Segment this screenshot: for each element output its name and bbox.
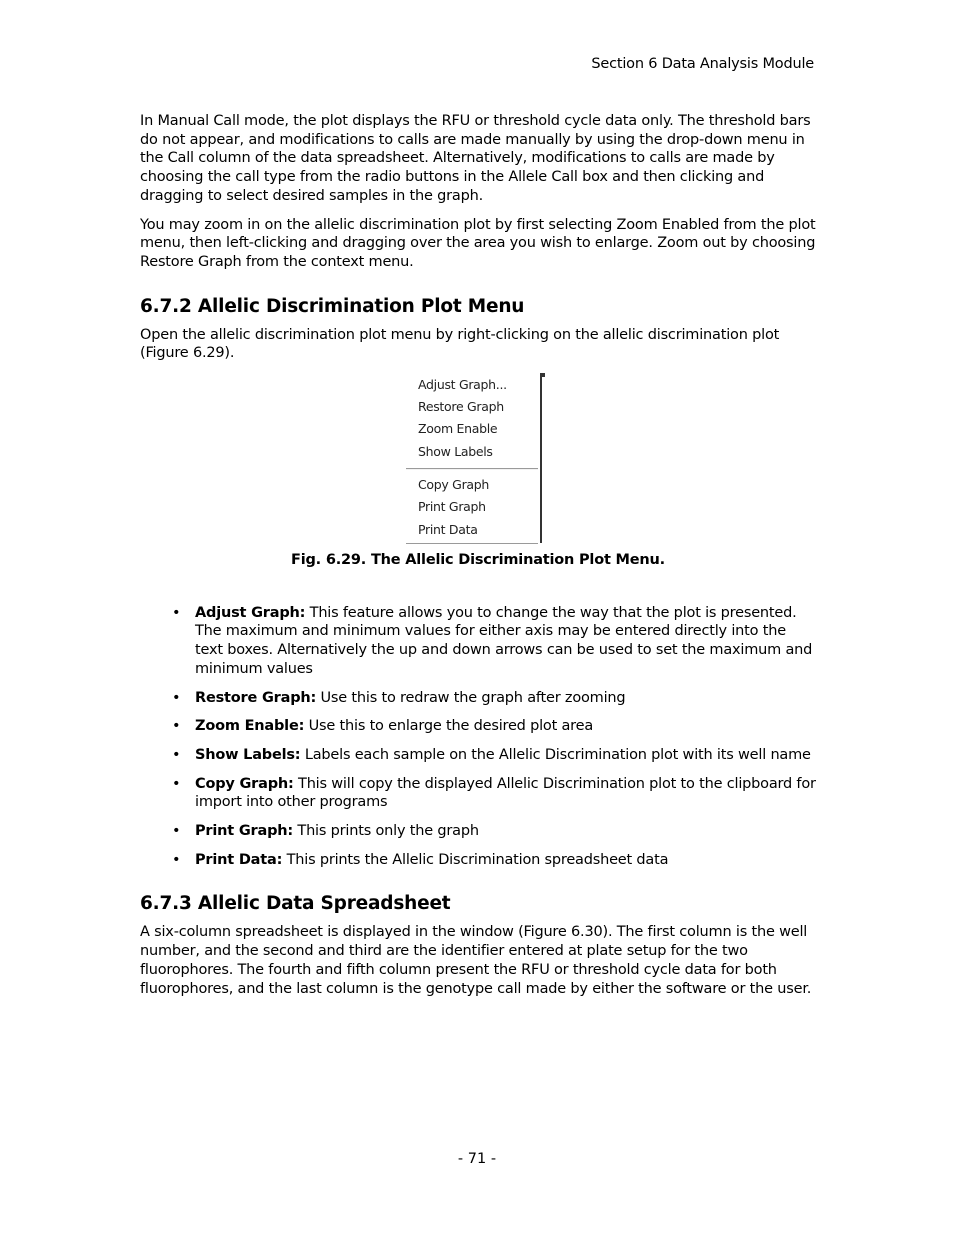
bullet-adjust-graph <box>172 604 816 679</box>
bullet-term: Print Data: <box>195 851 283 868</box>
bullet-show-labels <box>172 746 816 765</box>
menu-item-restore-graph[interactable]: Restore Graph <box>418 399 504 415</box>
section-672-body: Open the allelic discrimination plot menu by right-clicking on the allelic discrimination plot (Figure 6.29). <box>140 326 780 362</box>
bullet-term: Restore Graph: <box>195 689 317 706</box>
bullet-icon: • <box>172 604 181 621</box>
figure-6-29 <box>140 373 816 551</box>
bullet-zoom-enable <box>172 717 816 736</box>
menu-scrollbar-edge <box>540 373 542 543</box>
page-body <box>140 112 816 1008</box>
menu-edge-marker <box>540 373 545 377</box>
bullet-icon: • <box>172 851 181 868</box>
menu-item-show-labels[interactable]: Show Labels <box>418 444 493 460</box>
bullet-copy-graph <box>172 775 816 812</box>
menu-item-zoom-enable[interactable]: Zoom Enable <box>418 421 498 437</box>
page-number: - 71 - <box>457 1151 497 1167</box>
section-heading-673: 6.7.3 Allelic Data Spreadsheet <box>140 893 451 915</box>
bullet-icon: • <box>172 689 181 706</box>
bullet-term: Show Labels: <box>195 746 301 763</box>
bullet-restore-graph <box>172 689 816 708</box>
bullet-print-data <box>172 851 816 870</box>
section-heading-672: 6.7.2 Allelic Discrimination Plot Menu <box>140 295 525 317</box>
menu-item-print-data[interactable]: Print Data <box>418 522 478 538</box>
bullet-print-graph <box>172 822 816 841</box>
menu-separator <box>406 468 538 470</box>
figure-caption: Fig. 6.29. The Allelic Discrimination Plot Menu. <box>291 552 665 569</box>
menu-item-adjust-graph[interactable]: Adjust Graph... <box>418 377 507 393</box>
menu-item-print-graph[interactable]: Print Graph <box>418 499 486 515</box>
bullet-text: This will copy the displayed Allelic Discrimination plot to the clipboard for import into other programs <box>195 775 816 811</box>
menu-item-copy-graph[interactable]: Copy Graph <box>418 477 490 493</box>
bullet-term: Zoom Enable: <box>195 718 305 735</box>
context-menu <box>406 375 540 543</box>
bullet-text: This feature allows you to change the way that the plot is presented. The maximum and minimum values for either axis may be entered directly into the text boxes. Alternatively the up and down arrows can be used to set the maximum and minimum values <box>195 604 813 677</box>
bullet-text: This prints the Allelic Discrimination spreadsheet data <box>282 851 669 868</box>
bullet-text: This prints only the graph <box>293 823 479 840</box>
bullet-term: Adjust Graph: <box>195 604 306 621</box>
bullet-text: Use this to enlarge the desired plot area <box>304 718 594 735</box>
bullet-text: Use this to redraw the graph after zooming <box>316 689 626 706</box>
section-673-body: A six-column spreadsheet is displayed in the window (Figure 6.30). The first column is the well number, and the second and third are the identifier entered at plate setup for the two fluorophores. The fourth and fifth column present the RFU or threshold cycle data for both fluorophores, and the last column is the genotype call made by either the software or the user. <box>140 924 812 997</box>
menu-bottom-edge <box>406 543 538 544</box>
bullet-icon: • <box>172 718 181 735</box>
intro-paragraph-2: You may zoom in on the allelic discrimination plot by first selecting Zoom Enabled from the plot menu, then left-clicking and dragging over the area you wish to enlarge. Zoom out by choosing Restore Graph from the context menu. <box>140 216 816 270</box>
feature-bullet-list <box>140 604 816 870</box>
intro-paragraph-1: In Manual Call mode, the plot displays the RFU or threshold cycle data only. The threshold bars do not appear, and modifications to calls are made manually by using the drop-down menu in the Call column of the data spreadsheet. Alternatively, modifications to calls are made by choosing the call type from the radio buttons in the Allele Call box and then clicking and dragging to select desired samples in the graph. <box>140 113 811 204</box>
bullet-icon: • <box>172 823 181 840</box>
bullet-term: Print Graph: <box>195 823 293 840</box>
bullet-icon: • <box>172 775 181 792</box>
bullet-text: Labels each sample on the Allelic Discrimination plot with its well name <box>300 746 811 763</box>
bullet-icon: • <box>172 746 181 763</box>
bullet-term: Copy Graph: <box>195 775 294 792</box>
running-header: Section 6 Data Analysis Module <box>591 56 814 72</box>
